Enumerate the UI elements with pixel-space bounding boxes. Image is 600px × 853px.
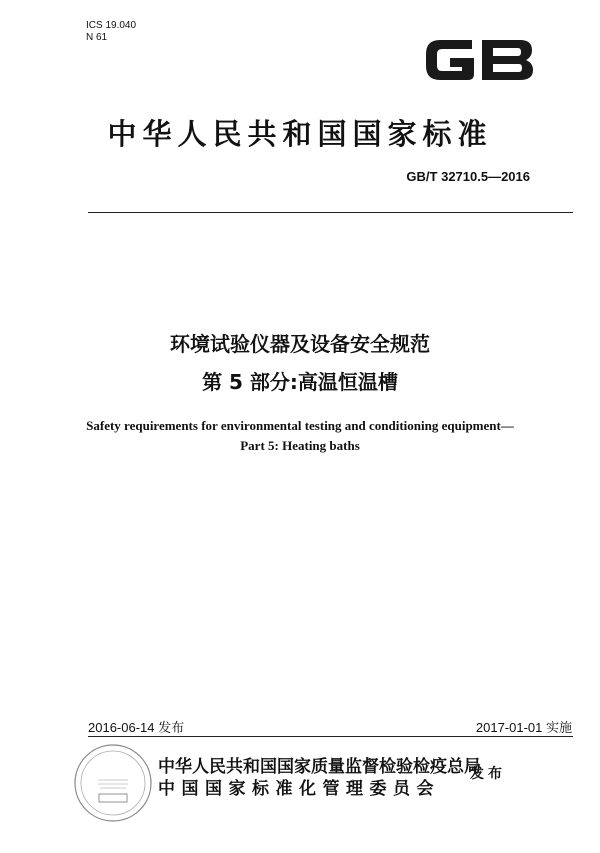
ics-classification [86,20,136,44]
bottom-divider [88,736,573,737]
standard-type-title: 中华人民共和国国家标准 [107,117,493,151]
issue-date: 2016-06-14 发布 [88,720,185,735]
chinese-title-line1: 环境试验仪器及设备安全规范 [170,332,430,356]
issuer-line1: 中华人民共和国国家质量监督检验检疫总局 [158,757,481,777]
english-title-line1: Safety requirements for environmental testing and conditioning equipment— [86,418,514,433]
issuer-line2: 中国国家标准化管理委员会 [158,779,440,799]
top-divider [88,212,573,213]
ics-code: ICS 19.040 [86,20,137,31]
chinese-title-line2: 第 5 部分:高温恒温槽 [202,370,398,394]
anti-counterfeit-seal [72,742,154,824]
implementation-date: 2017-01-01 实施 [475,720,572,735]
publish-label: 发布 [470,766,506,782]
standard-number: GB/T 32710.5—2016 [406,169,530,184]
english-title-line2: Part 5: Heating baths [240,438,360,453]
ccs-code: N 61 [86,32,108,43]
gb-logo [420,34,538,86]
